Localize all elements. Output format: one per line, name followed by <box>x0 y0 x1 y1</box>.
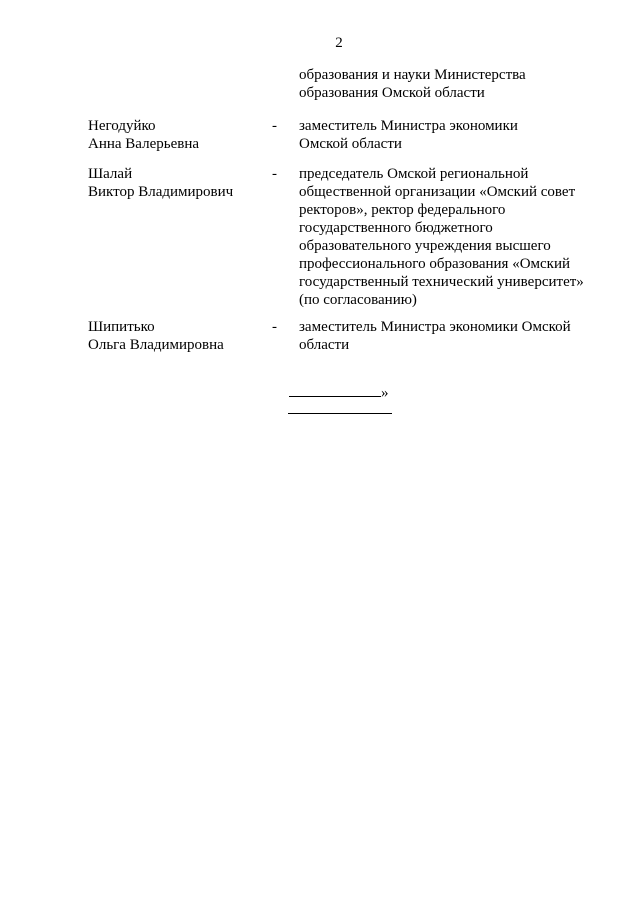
position-line: председатель Омской региональной <box>299 166 529 182</box>
member-name <box>88 117 268 153</box>
member-surname: Шипитько <box>88 319 155 335</box>
position-line: профессионального образования «Омский <box>299 256 571 272</box>
position-line: заместитель Министра экономики Омской <box>299 319 571 335</box>
position-line: образовательного учреждения высшего <box>299 238 551 254</box>
position-line: государственный технический университет» <box>299 274 584 290</box>
position-line: ректоров», ректор федерального <box>299 202 506 218</box>
member-given-name: Виктор Владимирович <box>88 184 234 200</box>
member-given-name: Ольга Владимировна <box>88 337 224 353</box>
dash-separator: - <box>272 319 277 335</box>
position-line: области <box>299 337 350 353</box>
page-number: 2 <box>335 35 343 51</box>
continuation-line: образования и науки Министерства <box>299 67 526 83</box>
member-position <box>299 117 599 153</box>
member-name <box>88 165 268 201</box>
member-position <box>299 318 599 354</box>
member-name <box>88 318 268 354</box>
closing-mark <box>289 383 389 402</box>
member-given-name: Анна Валерьевна <box>88 136 199 152</box>
end-divider <box>288 413 392 414</box>
blank-line <box>289 383 381 397</box>
position-line: Омской области <box>299 136 402 152</box>
position-line: заместитель Министра экономики <box>299 118 518 134</box>
position-line: общественной организации «Омский совет <box>299 184 576 200</box>
member-surname: Негодуйко <box>88 118 156 134</box>
continuation-line: образования Омской области <box>299 85 485 101</box>
continuation-text <box>299 66 609 102</box>
position-line: государственного бюджетного <box>299 220 493 236</box>
closing-quote: » <box>381 385 389 401</box>
member-position <box>299 165 599 309</box>
member-surname: Шалай <box>88 166 133 182</box>
dash-separator: - <box>272 166 277 182</box>
position-line: (по согласованию) <box>299 292 417 308</box>
dash-separator: - <box>272 118 277 134</box>
